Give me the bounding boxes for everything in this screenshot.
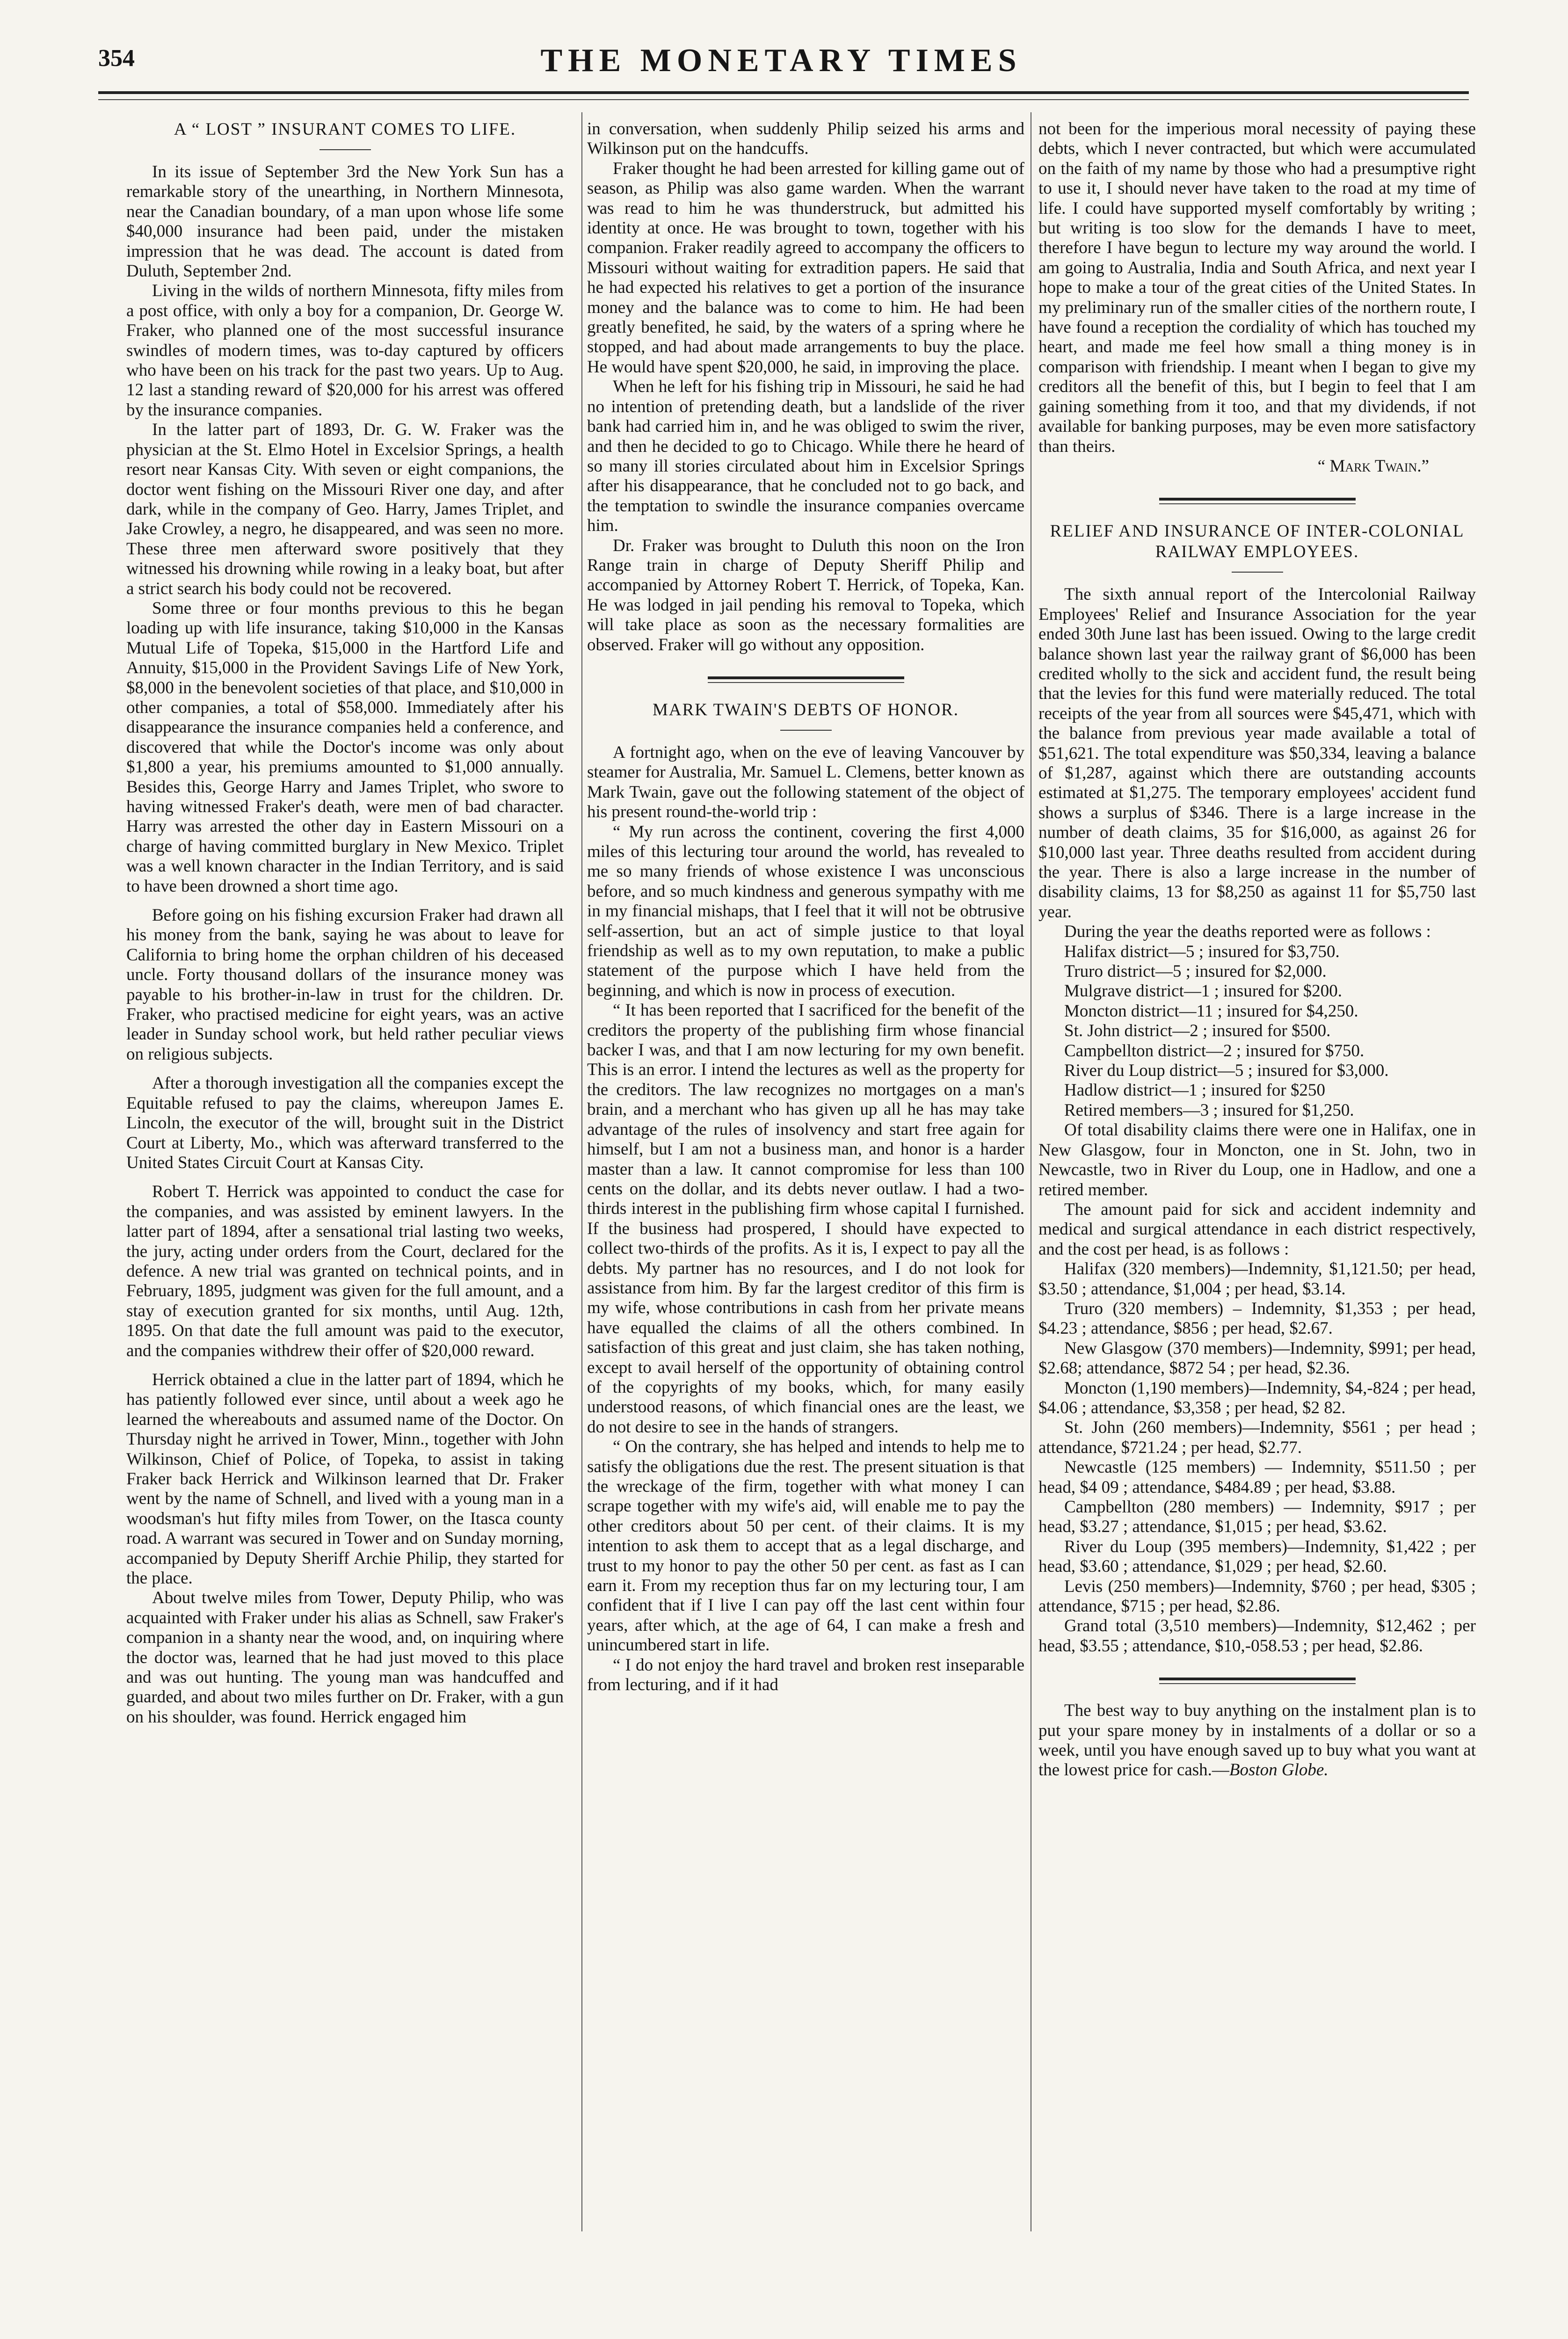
district-cost-entry: Halifax (320 members)—Indemnity, $1,121.50; per head, $3.50 ; attendance, $1,004 ; per head, $3.14. — [1038, 1259, 1476, 1299]
article-paragraph: Dr. Fraker was brought to Duluth this noon on the Iron Range train in charge of Deputy Sheriff Philip and accompanied by Attorney Robert T. Herrick, of Topeka, Kan. He was lodged in jail pending his removal to Topeka, which will take place as soon as the necessary formalities are observed. Fraker will go without any opposition. — [587, 536, 1024, 654]
district-cost-entry: Truro (320 members) – Indemnity, $1,353 ; per head, $4.23 ; attendance, $856 ; per head, $2.67. — [1038, 1299, 1476, 1338]
article-paragraph: Of total disability claims there were one in Halifax, one in New Glasgow, four in Moncton, one in St. John, two in Newcastle, two in River du Loup, one in Hadlow, and one a retired member. — [1038, 1120, 1476, 1199]
article-heading-lost-insurant: A “ LOST ” INSURANT COMES TO LIFE. — [174, 120, 516, 139]
district-cost-entry: Newcastle (125 members) — Indemnity, $511.50 ; per head, $4 09 ; attendance, $484.89 ; per head, $3.88. — [1038, 1458, 1476, 1497]
running-title: THE MONETARY TIMES — [540, 43, 1022, 79]
column-2 — [587, 119, 1024, 1695]
death-list-item: Moncton district—11 ; insured for $4,250. — [1064, 1001, 1358, 1021]
column-divider-left — [581, 112, 582, 2231]
article-paragraph: “ It has been reported that I sacrificed for the benefit of the creditors the property of the publishing firm whose financial backer I was, and that I am now lecturing for my own benefit. This is an error. I intend the lectures as well as the property for the creditors. The law recognizes no mortgages on a man's brain, and a merchant who has given up all he has may take advantage of the rules of insolvency and start free again for himself, but I am not a business man, and honor is a harder master than a law. It cannot compromise for less than 100 cents on the dollar, and its debts never outlaw. I had a two-thirds interest in the publishing firm whose capital I furnished. If the business had prospered, I should have expected to collect two-thirds of the profits. As it is, I expect to pay all the debts. My partner has no resources, and I do not look for assistance from him. By far the largest creditor of this firm is my wife, whose contributions in cash from her private means have equalled the claims of all the others combined. In satisfaction of this great and just claim, she has taken nothing, except to avail herself of the opportunity of obtaining control of the copyrights of my books, which, for many easily understood reasons, of which financial ones are the least, we do not desire to see in the hands of strangers. — [587, 1001, 1024, 1437]
heading-dash — [1232, 572, 1283, 573]
death-list-item: St. John district—2 ; insured for $500. — [1064, 1021, 1331, 1041]
section-separator — [1159, 1678, 1356, 1684]
heading-dash — [780, 730, 832, 731]
heading-dash — [319, 149, 371, 150]
article-paragraph: Some three or four months previous to this he began loading up with life insurance, taking $10,000 in the Kansas Mutual Life of Topeka, $15,000 in the Hartford Life and Annuity, $15,000 in the Provident Savings Life of New York, $8,000 in the benevolent societies of that place, and $10,000 in other companies, a total of $58,000. Immediately after his disappearance the insurance companies held a conference, and discovered that while the Doctor's income was only about $1,800 a year, his premiums amounted to $1,000 annually. Besides this, George Harry and James Triplet, who swore to having witnessed Fraker's death, were men of bad character. Harry was arrested the other day in Eastern Missouri on a charge of having committed burglary in New Mexico. Triplet was a well known character in the Indian Territory, and is said to have been drowned a short time ago. — [126, 598, 564, 896]
article-paragraph: Before going on his fishing excursion Fraker had drawn all his money from the bank, saying he was about to leave for California to bring home the orphan children of his deceased uncle. Forty thousand dollars of the insurance money was payable to his brother-in-law in trust for the children. Dr. Fraker, who practised medicine for eight years, was an active leader in Sunday school work, but held rather peculiar views on religious subjects. — [126, 906, 564, 1064]
column-3 — [1038, 119, 1476, 1780]
death-list-item: River du Loup district—5 ; insured for $3,000. — [1064, 1061, 1389, 1081]
column-1 — [126, 119, 564, 1727]
signature: “ Mark Twain.” — [1317, 456, 1429, 476]
article-paragraph: The amount paid for sick and accident indemnity and medical and surgical attendance in each district respectively, and the cost per head, is as follows : — [1038, 1199, 1476, 1259]
death-list-item: Mulgrave district—1 ; insured for $200. — [1064, 981, 1342, 1001]
article-paragraph: in conversation, when suddenly Philip seized his arms and Wilkinson put on the handcuffs. — [587, 119, 1024, 159]
article-paragraph: “ I do not enjoy the hard travel and broken rest inseparable from lecturing, and if it had — [587, 1655, 1024, 1695]
closing-text: The best way to buy anything on the instalment plan is to put your spare money by in instalments of a dollar or so a week, until you have enough saved up to buy what you want at the lowest price for cash.— — [1038, 1701, 1476, 1780]
district-cost-entry: New Glasgow (370 members)—Indemnity, $991; per head, $2.68; attendance, $872 54 ; per head, $2.36. — [1038, 1338, 1476, 1378]
article-paragraph: In the latter part of 1893, Dr. G. W. Fraker was the physician at the St. Elmo Hotel in Excelsior Springs, a health resort near Kansas City. With seven or eight companions, the doctor went fishing on the Missouri River one day, and after dark, while in the company of Geo. Harry, James Triplet, and Jake Crowley, a negro, he disappeared, and was seen no more. These three men afterward swore positively that they witnessed his drowning while rowing in a leaky boat, but after a strict search his body could not be recovered. — [126, 420, 564, 598]
article-paragraph: “ My run across the continent, covering the first 4,000 miles of this lecturing tour around the world, has revealed to me so many friends of whose existence I was unconscious before, and so much kindness and generous sympathy with me in my financial mishaps, that I feel that it will not be obtrusive self-assertion, but an act of simple justice to that loyal friendship as well as to my own reputation, to make a public statement of the purpose which I have held from the beginning, and which is now in process of execution. — [587, 822, 1024, 1000]
death-list-item: Truro district—5 ; insured for $2,000. — [1064, 962, 1327, 981]
district-cost-entry: Levis (250 members)—Indemnity, $760 ; per head, $305 ; attendance, $715 ; per head, $2.86. — [1038, 1576, 1476, 1616]
section-separator — [1159, 498, 1356, 504]
district-cost-entry: St. John (260 members)—Indemnity, $561 ; per head ; attendance, $721.24 ; per head, $2.77. — [1038, 1418, 1476, 1457]
district-cost-entry: Grand total (3,510 members)—Indemnity, $12,462 ; per head, $3.55 ; attendance, $10,-058.53 ; per head, $2.86. — [1038, 1616, 1476, 1656]
article-paragraph: Herrick obtained a clue in the latter part of 1894, which he has patiently followed ever since, until about a week ago he learned the whereabouts and assumed name of the Doctor. On Thursday night he arrived in Tower, Minn., together with John Wilkinson, Chief of Police, of Topeka, to assist in taking Fraker back Herrick and Wilkinson learned that Dr. Fraker went by the name of Schnell, and lived with a young man in a woodsman's hut fifty miles from Tower, on the Itasca county road. A warrant was secured in Tower and on Sunday morning, accompanied by Deputy Sheriff Archie Philip, they started for the place. — [126, 1370, 564, 1588]
article-paragraph: Fraker thought he had been arrested for killing game out of season, as Philip was also game warden. When the warrant was read to him he was thunderstruck, but admitted his identity at once. He was brought to town, together with his companion. Fraker readily agreed to accompany the officers to Missouri without waiting for extradition papers. He said that he had expected his relatives to get a portion of the insurance money and the balance was to come to him. He had been greatly benefited, he said, by the waters of a spring where he stopped, and had about made arrangements to buy the place. He would have spent $20,000, he said, in improving the place. — [587, 159, 1024, 377]
article-paragraph: Robert T. Herrick was appointed to conduct the case for the companies, and was assisted by eminent lawyers. In the latter part of 1894, after a sensational trial lasting two weeks, the jury, acting under orders from the Court, declared for the defence. A new trial was granted on technical points, and in February, 1895, judgment was given for the full amount, and a stay of execution granted for six months, until Aug. 12th, 1895. On that date the full amount was paid to the executor, and the companies withdrew their offer of $20,000 reward. — [126, 1182, 564, 1360]
section-separator — [708, 676, 904, 683]
article-paragraph: In its issue of September 3rd the New York Sun has a remarkable story of the unearthing, in Northern Minnesota, near the Canadian boundary, of a man upon whose life some $40,000 insurance had been paid, under the mistaken impression that he was dead. The account is dated from Duluth, September 2nd. — [126, 162, 564, 281]
district-cost-entry: River du Loup (395 members)—Indemnity, $1,422 ; per head, $3.60 ; attendance, $1,029 ; per head, $2.60. — [1038, 1537, 1476, 1576]
closing-paragraph — [1038, 1701, 1476, 1780]
death-list-item: Hadlow district—1 ; insured for $250 — [1064, 1081, 1325, 1100]
article-paragraph: During the year the deaths reported were as follows : — [1064, 922, 1431, 942]
district-cost-entry: Campbellton (280 members) — Indemnity, $917 ; per head, $3.27 ; attendance, $1,015 ; per head, $3.62. — [1038, 1497, 1476, 1537]
article-paragraph: “ On the contrary, she has helped and intends to help me to satisfy the obligations due the rest. The present situation is that the wreckage of the firm, together with what money I can scrape together with my wife's aid, will enable me to pay the other creditors about 50 per cent. of their claims. It is my intention to ask them to accept that as a legal discharge, and trust to my honor to pay the other 50 per cent. as fast as I can earn it. From my reception thus far on my lecturing tour, I am confident that if I live I can pay off the last cent within four years, after which, at the age of 64, I can make a fresh and unincumbered start in life. — [587, 1437, 1024, 1655]
article-paragraph: Living in the wilds of northern Minnesota, fifty miles from a post office, with only a boy for a companion, Dr. George W. Fraker, who planned one of the most successful insurance swindles of modern times, was to-day captured by officers who have been on his track for the past two years. Up to Aug. 12 last a standing reward of $20,000 for his arrest was offered by the insurance companies. — [126, 281, 564, 420]
death-list-item: Campbellton district—2 ; insured for $750. — [1064, 1041, 1365, 1061]
article-heading-mark-twain: MARK TWAIN'S DEBTS OF HONOR. — [652, 700, 959, 719]
header-rule-thick — [98, 91, 1469, 94]
article-paragraph: About twelve miles from Tower, Deputy Philip, who was acquainted with Fraker under his alias as Schnell, saw Fraker's companion in a shanty near the wood, and, on inquiring where the doctor was, learned that he had just moved to this place and was out hunting. The young man was handcuffed and guarded, and about two miles further on Dr. Fraker, with a gun on his shoulder, was found. Herrick engaged him — [126, 1588, 564, 1727]
page-number: 354 — [98, 45, 135, 72]
district-cost-entry: Moncton (1,190 members)—Indemnity, $4,-824 ; per head, $4.06 ; attendance, $3,358 ; per head, $2 82. — [1038, 1378, 1476, 1417]
death-list-item: Retired members—3 ; insured for $1,250. — [1064, 1100, 1354, 1120]
article-heading-intercolonial: RELIEF AND INSURANCE OF INTER-COLONIAL RAILWAY EMPLOYEES. — [1050, 522, 1465, 562]
header-rule-thin — [98, 99, 1469, 100]
article-paragraph: When he left for his fishing trip in Missouri, he said he had no intention of pretending death, but a landslide of the river bank had carried him in, and he was obliged to swim the river, and then he decided to go to Chicago. While there he heard of so many ill stories circulated about him in Excelsior Springs after his disappearance, that he concluded not to go back, and the temptation to swindle the insurance companies overcame him. — [587, 377, 1024, 536]
article-paragraph: The sixth annual report of the Intercolonial Railway Employees' Relief and Insurance Association for the year ended 30th June last has been issued. Owing to the large credit balance shown last year the railway grant of $6,000 has been credited wholly to the sick and accident fund, the result being that the levies for this fund were materially reduced. The total receipts of the year from all sources were $45,471, which with the balance from previous year made available a total of $51,621. The total expenditure was $50,334, leaving a balance of $1,287, against which there are outstanding accounts estimated at $1,275. The temporary employees' accident fund shows a surplus of $346. There is a large increase in the number of death claims, 35 for $16,000, as against 26 for $10,000 last year. Three deaths resulted from accident during the year. There is also a large increase in the number of disability claims, 13 for $8,250 as against 11 for $5,750 last year. — [1038, 585, 1476, 922]
article-paragraph: not been for the imperious moral necessity of paying these debts, which I never contracted, but which were accumulated on the faith of my name by those who had a presumptive right to use it, I should never have taken to the road at my time of life. I could have supported myself comfortably by writing ; but writing is too slow for the demands I have to meet, therefore I have begun to lecture my way around the world. I am going to Australia, India and South Africa, and next year I hope to make a tour of the great cities of the United States. In my preliminary run of the smaller cities of the northern route, I have found a reception the cordiality of which has touched my heart, and made me feel how small a thing money is in comparison with friendship. I meant when I began to give my creditors all the benefit of this, but I begin to feel that I am gaining something from it too, and that my dividends, if not available for banking purposes, may be even more satisfactory than theirs. — [1038, 119, 1476, 456]
closing-source: Boston Globe. — [1229, 1760, 1328, 1780]
article-paragraph: A fortnight ago, when on the eve of leaving Vancouver by steamer for Australia, Mr. Samuel L. Clemens, better known as Mark Twain, gave out the following statement of the object of his present round-the-world trip : — [587, 742, 1024, 822]
article-paragraph: After a thorough investigation all the companies except the Equitable refused to pay the claims, whereupon James E. Lincoln, the executor of the will, brought suit in the District Court at Liberty, Mo., which was afterward transferred to the United States Circuit Court at Kansas City. — [126, 1074, 564, 1172]
death-list-item: Halifax district—5 ; insured for $3,750. — [1064, 942, 1340, 961]
